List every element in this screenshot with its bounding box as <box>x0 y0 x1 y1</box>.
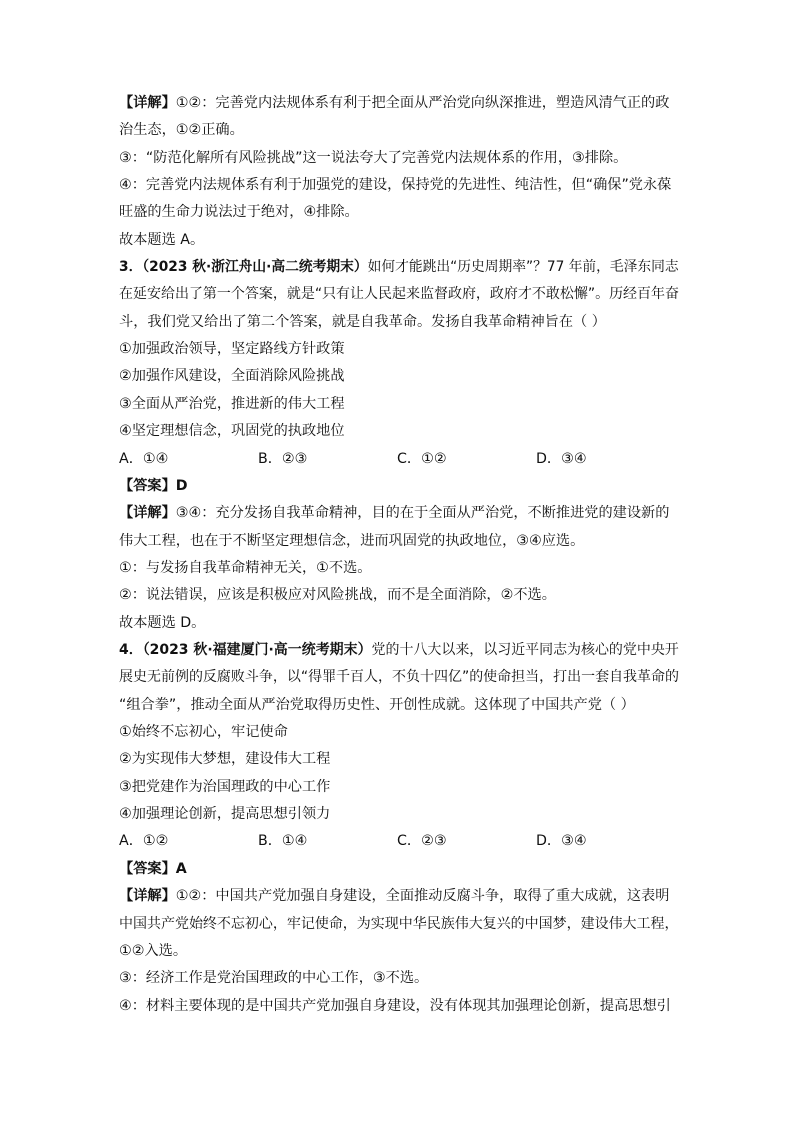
q3-analysis-line-3: ①：与发扬自我革命精神无关，①不选。 <box>119 560 372 576</box>
q3-conclusion: 故本题选 D。 <box>119 615 206 631</box>
q3-item-3: ③全面从严治党，推进新的伟大工程 <box>119 396 345 412</box>
q4-analysis-line-1 <box>119 883 679 910</box>
q4-analysis-line-3: ①②入选。 <box>119 943 188 959</box>
analysis1-line-2: 治生态，①②正确。 <box>119 122 244 138</box>
analysis1-line-4: ④：完善党内法规体系有利于加强党的建设，保持党的先进性、纯洁性，但“确保”党永葆 <box>119 177 672 193</box>
q3-answer-value: D <box>175 478 188 494</box>
q3-stem-line-3: 斗，我们党又给出了第二个答案，就是自我革命。发扬自我革命精神旨在（ ） <box>119 314 606 330</box>
q3-source: （2023 秋·浙江舟山·高二统考期末） <box>142 259 368 275</box>
analysis1-line-3: ③：“防范化解所有风险挑战”这一说法夸大了完善党内法规体系的作用，③排除。 <box>119 150 628 166</box>
q3-item-1: ①加强政治领导，坚定路线方针政策 <box>119 341 345 357</box>
q3-answer-label: 【答案】 <box>119 478 176 494</box>
q3-option-d: D．③④ <box>536 451 587 467</box>
q4-item-4: ④加强理论创新，提高思想引领力 <box>119 806 331 822</box>
q3-analysis-label: 【详解】 <box>119 505 176 521</box>
q4-stem-line-2: 展史无前例的反腐败斗争，以“得罪千百人，不负十四亿”的使命担当，打出一套自我革命的 <box>119 669 680 685</box>
q4-option-b: B．①④ <box>258 833 308 849</box>
q3-option-c: C．①② <box>397 451 447 467</box>
q3-item-2: ②加强作风建设，全面消除风险挑战 <box>119 368 345 384</box>
q4-answer-value: A <box>175 861 187 877</box>
analysis1-line-1 <box>119 90 679 117</box>
q3-stem-text-1: 如何才能跳出“历史周期率”？77 年前，毛泽东同志 <box>367 259 679 275</box>
q4-option-d: D．③④ <box>536 833 587 849</box>
q3-analysis-line-1 <box>119 500 679 527</box>
q4-stem-text-1: 党的十八大以来，以习近平同志为核心的党中央开 <box>371 642 679 658</box>
q4-option-a: A．①② <box>119 833 169 849</box>
q3-analysis-line-4: ②：说法错误，应该是积极应对风险挑战，而不是全面消除，②不选。 <box>119 587 556 603</box>
q4-source: （2023 秋·福建厦门·高一统考期末） <box>142 642 372 658</box>
q4-analysis-line-2: 中国共产党始终不忘初心，牢记使命，为实现中华民族伟大复兴的中国梦，建设伟大工程， <box>119 916 679 932</box>
q3-analysis-line-2: 伟大工程，也在于不断坚定理想信念，进而巩固党的执政地位，③④应选。 <box>119 533 585 549</box>
q4-answer-label: 【答案】 <box>119 861 176 877</box>
q3-stem-line-2: 在延安给出了第一个答案，就是“只有让人民起来监督政府，政府才不敢松懈”。历经百年奋 <box>119 286 680 302</box>
q4-number: 4． <box>119 642 143 658</box>
q4-answer <box>119 856 679 883</box>
q3-option-b: B．②③ <box>258 451 308 467</box>
q3-number: 3． <box>119 259 143 275</box>
q4-stem-line-3: “组合拳”，推动全面从严治党取得历史性、开创性成就。这体现了中国共产党（ ） <box>119 697 635 713</box>
q3-item-4: ④坚定理想信念，巩固党的执政地位 <box>119 423 345 439</box>
q3-stem-line-1 <box>119 254 679 281</box>
q4-analysis-line-4: ③：经济工作是党治国理政的中心工作，③不选。 <box>119 970 429 986</box>
analysis1-label: 【详解】 <box>119 95 176 111</box>
q4-stem-line-1 <box>119 637 679 664</box>
q4-item-3: ③把党建作为治国理政的中心工作 <box>119 779 331 795</box>
analysis1-conclusion: 故本题选 A。 <box>119 232 205 248</box>
q3-analysis-text-1: ③④：充分发扬自我革命精神，目的在于全面从严治党，不断推进党的建设新的 <box>175 505 670 521</box>
q4-analysis-line-5: ④：材料主要体现的是中国共产党加强自身建设，没有体现其加强理论创新，提高思想引 <box>119 998 671 1014</box>
analysis1-line-5: 旺盛的生命力说法过于绝对，④排除。 <box>119 204 359 220</box>
analysis1-text-1: ①②：完善党内法规体系有利于把全面从严治党向纵深推进，塑造风清气正的政 <box>175 95 670 111</box>
q3-answer <box>119 473 679 500</box>
q4-option-c: C．②③ <box>397 833 447 849</box>
q3-option-a: A．①④ <box>119 451 169 467</box>
q4-analysis-text-1: ①②：中国共产党加强自身建设，全面推动反腐斗争，取得了重大成就，这表明 <box>175 888 670 904</box>
q4-analysis-label: 【详解】 <box>119 888 176 904</box>
q4-item-2: ②为实现伟大梦想，建设伟大工程 <box>119 751 331 767</box>
q4-item-1: ①始终不忘初心，牢记使命 <box>119 724 288 740</box>
